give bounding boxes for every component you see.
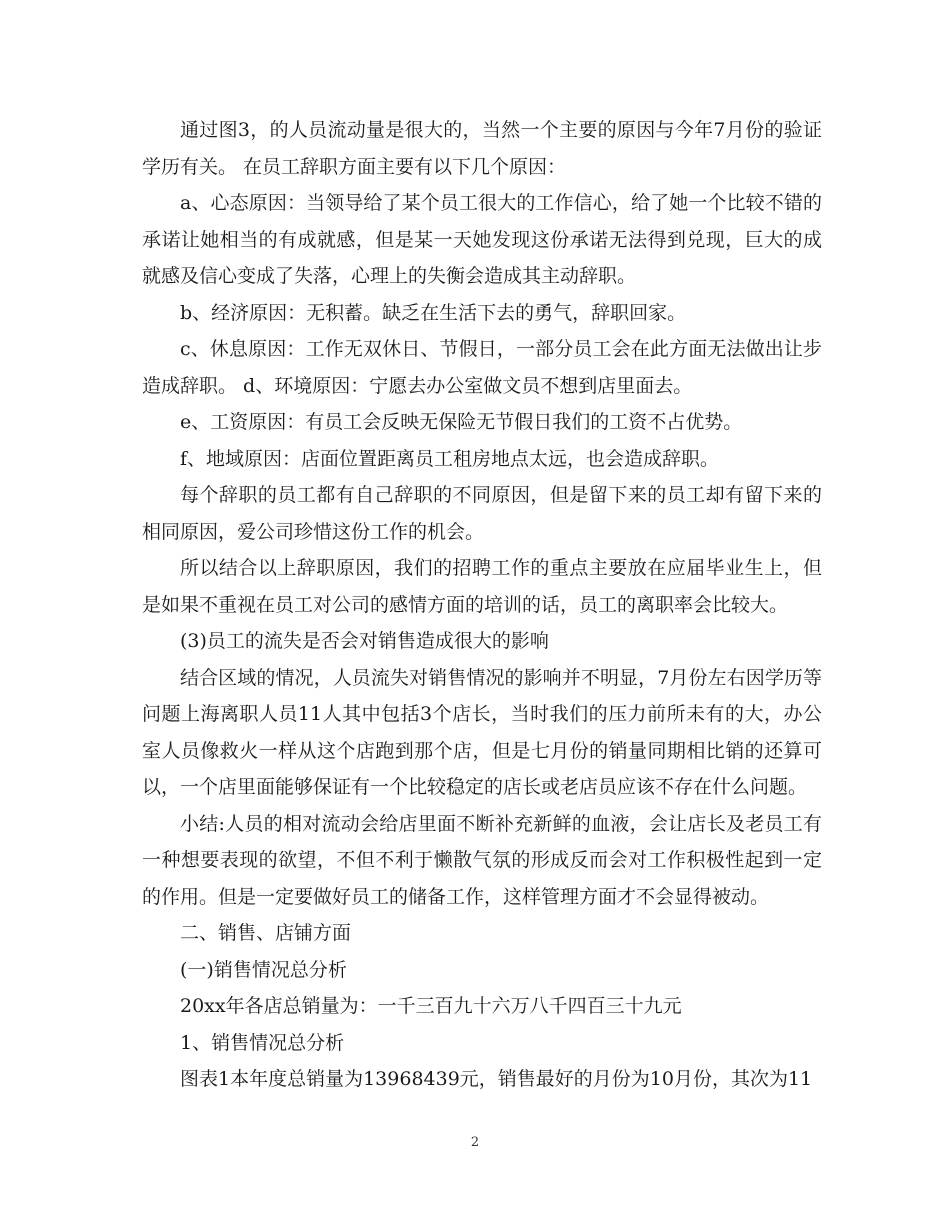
paragraph: 小结:人员的相对流动会给店里面不断补充新鲜的血液，会让店长及老员工有一种想要表现的欲望，不但不利于懒散气氛的形成反而会对工作积极性起到一定的作用。但是一定要做好员工的储备工作，这样管理方面才不会显得被动。 — [142, 812, 822, 908]
paragraph: a、心态原因：当领导给了某个员工很大的工作信心，给了她一个比较不错的承诺让她相当的有成就感，但是某一天她发现这份承诺无法得到兑现，巨大的成就感及信心变成了失落，心理上的失衡会造成其主动辞职。 — [142, 192, 822, 287]
paragraph: b、经济原因：无积蓄。缺乏在生活下去的勇气，辞职回家。 — [180, 301, 687, 324]
paragraph: 结合区域的情况，人员流失对销售情况的影响并不明显，7月份左右因学历等问题上海离职人员11人其中包括3个店长，当时我们的压力前所未有的大，办公室人员像救火一样从这个店跑到那个店，但是七月份的销量同期相比销的还算可以，一个店里面能够保证有一个比较稳定的店长或老店员应该不存在什么问题。 — [142, 666, 822, 798]
page-number: 2 — [470, 1135, 480, 1150]
paragraph: 图表1本年度总销量为13968439元，销售最好的月份为10月份，其次为11 — [180, 1068, 813, 1090]
section-subheading: (3)员工的流失是否会对销售造成很大的影响 — [180, 630, 549, 652]
paragraph: 20xx年各店总销量为：一千三百九十六万八千四百三十九元 — [180, 995, 682, 1017]
section-subheading: 1、销售情况总分析 — [180, 1031, 345, 1054]
paragraph: 所以结合以上辞职原因，我们的招聘工作的重点主要放在应届毕业生上，但是如果不重视在员工对公司的感情方面的培训的话，员工的离职率会比较大。 — [142, 557, 822, 616]
paragraph: 每个辞职的员工都有自己辞职的不同原因，但是留下来的员工却有留下来的相同原因，爱公司珍惜这份工作的机会。 — [142, 484, 822, 543]
section-heading: 二、销售、店铺方面 — [180, 922, 352, 944]
paragraph: e、工资原因：有员工会反映无保险无节假日我们的工资不占优势。 — [180, 411, 743, 433]
document-body — [142, 112, 822, 1098]
paragraph: c、休息原因：工作无双休日、节假日，一部分员工会在此方面无法做出让步造成辞职。 d、环境原因：宁愿去办公室做文员不想到店里面去。 — [142, 338, 822, 397]
paragraph: f、地域原因：店面位置距离员工租房地点太远，也会造成辞职。 — [180, 447, 720, 470]
section-subheading: (一)销售情况总分析 — [180, 958, 347, 981]
paragraph: 通过图3，的人员流动量是很大的，当然一个主要的原因与今年7月份的验证学历有关。 在员工辞职方面主要有以下几个原因： — [142, 119, 822, 178]
